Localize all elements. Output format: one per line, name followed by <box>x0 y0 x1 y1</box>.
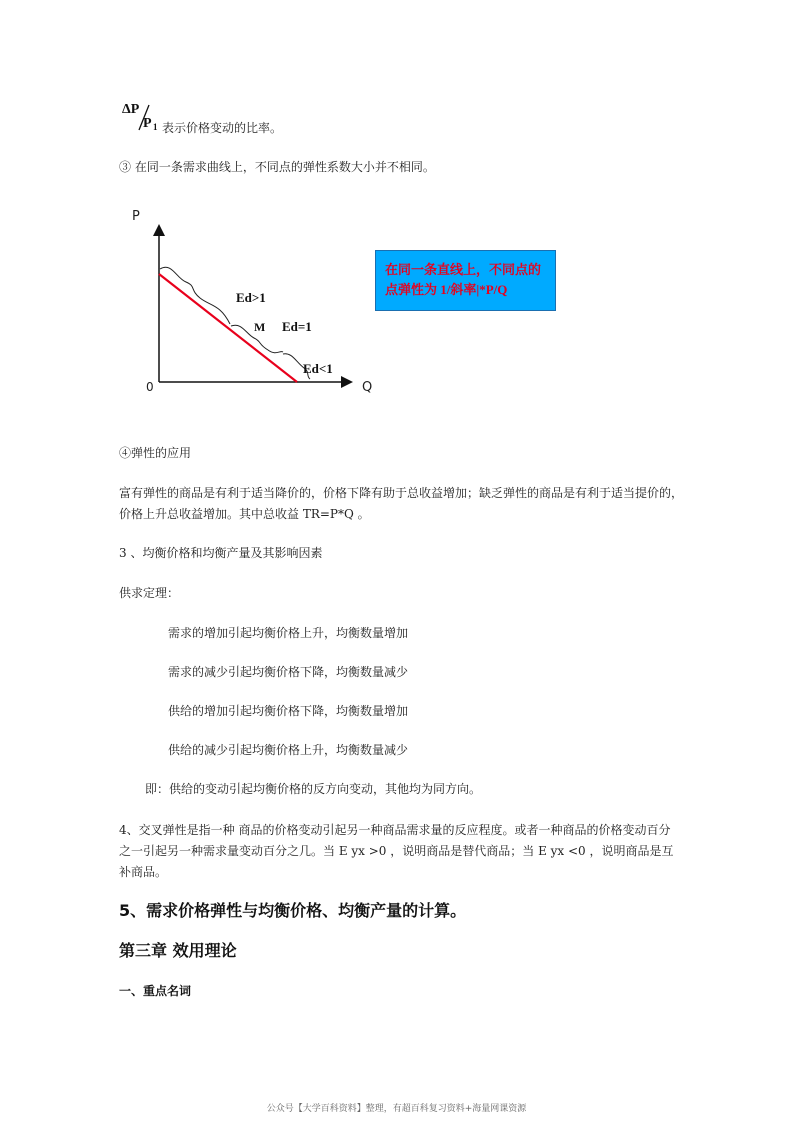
origin-label: 0 <box>146 380 154 394</box>
chapter-3-heading: 第三章 效用理论 <box>119 941 237 960</box>
law-item: 供给的减少引起均衡价格上升，均衡数量减少 <box>168 743 409 757</box>
callout-line-2: 点弹性为 1/斜率|*P/Q <box>385 282 508 297</box>
elasticity-callout-box <box>375 250 556 311</box>
ed-greater-1-label: Ed>1 <box>236 290 266 305</box>
demand-curve <box>159 274 297 382</box>
key-terms-subheading: 一、重点名词 <box>119 984 192 998</box>
cross-elasticity-line-2: 之一引起另一种需求量变动百分之几。当 E yx >0 ，说明商品是替代商品；当 E yx <0 ，说明商品是互 <box>119 844 674 858</box>
law-item: 需求的减少引起均衡价格下降，均衡数量减少 <box>168 665 409 679</box>
p-axis-label: P <box>132 209 140 224</box>
callout-line-1: 在同一条直线上，不同点的 <box>385 262 542 277</box>
point-4-para-line-2: 价格上升总收益增加。其中总收益 TR=P*Q 。 <box>119 507 370 521</box>
midpoint-m-label: M <box>254 320 266 334</box>
law-summary: 即：供给的变动引起均衡价格的反方向变动，其他均为同方向。 <box>145 782 482 796</box>
law-item: 供给的增加引起均衡价格下降，均衡数量增加 <box>168 704 409 718</box>
brace-elastic <box>160 267 230 324</box>
point-4-title: ④弹性的应用 <box>119 446 192 460</box>
formula-numerator: ΔP <box>122 102 140 117</box>
callout-text <box>385 260 541 300</box>
q-axis-label: Q <box>362 380 373 395</box>
point-3-text: ③ 在同一条需求曲线上，不同点的弹性系数大小并不相同。 <box>119 160 435 174</box>
law-item: 需求的增加引起均衡价格上升，均衡数量增加 <box>168 626 409 640</box>
ed-less-1-label: Ed<1 <box>303 361 333 376</box>
supply-demand-law-title: 供求定理： <box>119 586 180 600</box>
heading-5: 5、需求价格弹性与均衡价格、均衡产量的计算。 <box>119 901 467 920</box>
cross-elasticity-line-1: 4、交叉弹性是指一种 商品的价格变动引起另一种商品需求量的反应程度。或者一种商品的价格变动百分 <box>119 823 671 837</box>
formula-subscript: 1 <box>153 122 158 132</box>
demand-elasticity-diagram <box>120 200 390 400</box>
point-4-para-line-1: 富有弹性的商品是有利于适当降价的，价格下降有助于总收益增加；缺乏弹性的商品是有利于适当提价的， <box>119 486 684 500</box>
page-footer: 公众号【大学百科资料】整理，有超百科复习资料+海量网课资源 <box>266 1104 527 1114</box>
section-3-title: 3 、均衡价格和均衡产量及其影响因素 <box>119 546 323 560</box>
formula-caption: 表示价格变动的比率。 <box>162 121 283 135</box>
ed-equal-1-label: Ed=1 <box>282 319 312 334</box>
formula-denominator: P <box>143 116 152 131</box>
cross-elasticity-line-3: 补商品。 <box>119 865 168 879</box>
price-change-ratio-formula <box>120 100 160 134</box>
